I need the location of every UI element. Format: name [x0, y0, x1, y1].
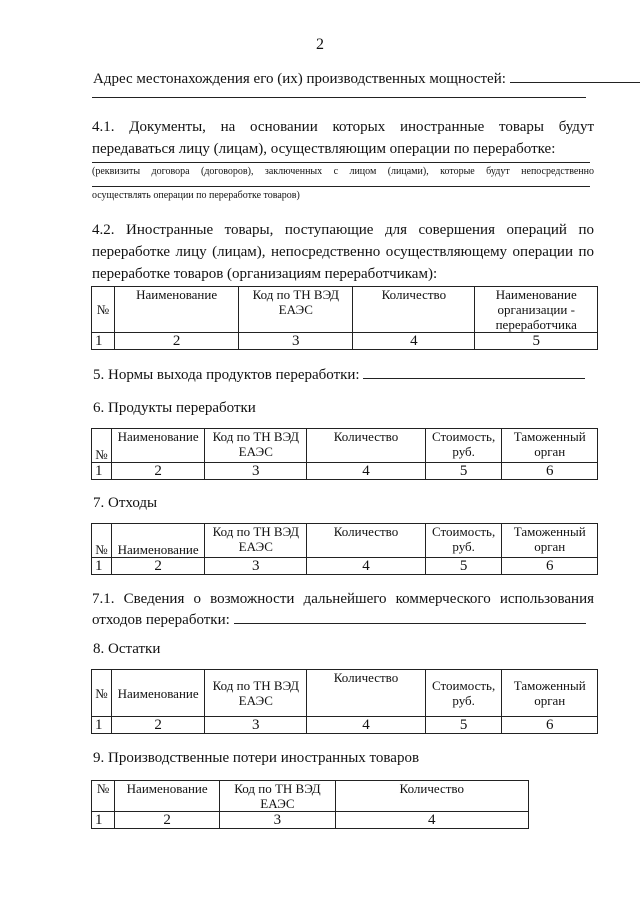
- header-cell: Таможенный орган: [502, 429, 598, 463]
- table-4-2: [91, 286, 598, 350]
- header-cell: Код по ТН ВЭД ЕАЭС: [205, 429, 307, 463]
- table-cell[interactable]: 2: [115, 812, 220, 829]
- address-second-line[interactable]: [92, 97, 586, 98]
- header-cell: Таможенный орган: [502, 670, 598, 717]
- header-cell: Стоимость, руб.: [425, 429, 502, 463]
- table-8: [91, 669, 598, 734]
- address-fill-line[interactable]: [510, 69, 640, 83]
- section-7-1-fill-line[interactable]: [234, 610, 586, 624]
- table-cell[interactable]: 3: [239, 333, 353, 350]
- header-cell: Наименование: [111, 524, 204, 558]
- section-4-2-text: 4.2. Иностранные товары, поступающие для совершения операций по переработке лицу (лицам), непосредственно осуществляющему операции по переработке товаров (организациям переработчикам):: [92, 222, 594, 282]
- header-cell: Количество: [307, 429, 426, 463]
- table-cell[interactable]: 4: [307, 463, 426, 480]
- header-cell: №: [92, 287, 115, 333]
- section-4-1-hint-1: (реквизиты договора (договоров), заключенных с лицом (лицами), которые будут непосредственно: [92, 166, 594, 177]
- table-cell[interactable]: 1: [92, 717, 112, 734]
- table-cell[interactable]: 2: [111, 717, 204, 734]
- header-cell: Наименование: [111, 670, 204, 717]
- section-4-1-fill-line[interactable]: [92, 162, 590, 163]
- header-cell: №: [92, 670, 112, 717]
- section-5-fill-line[interactable]: [363, 365, 585, 379]
- table-cell[interactable]: 2: [111, 463, 204, 480]
- table-cell[interactable]: 4: [353, 333, 475, 350]
- header-cell: Количество: [307, 524, 426, 558]
- table-cell[interactable]: 1: [92, 333, 115, 350]
- table-cell[interactable]: 5: [425, 558, 502, 575]
- header-cell: Стоимость, руб.: [425, 670, 502, 717]
- section-4-1-text: 4.1. Документы, на основании которых иностранные товары будут передаваться лицу (лицам), осуществляющим операции по переработке:: [92, 119, 594, 157]
- table-cell[interactable]: 1: [92, 812, 115, 829]
- section-4-1-hint-2: осуществлять операции по переработке товаров): [92, 190, 300, 201]
- header-cell: Количество: [307, 670, 426, 717]
- header-cell: Код по ТН ВЭД ЕАЭС: [205, 670, 307, 717]
- table-cell[interactable]: 4: [307, 717, 426, 734]
- header-cell: Наименование: [111, 429, 204, 463]
- section-4-1-fill-line-2[interactable]: [92, 186, 590, 187]
- table-cell[interactable]: 2: [111, 558, 204, 575]
- address-label-text: Адрес местонахождения его (их) производственных мощностей:: [93, 71, 506, 87]
- table-cell[interactable]: 5: [425, 463, 502, 480]
- section-8-title: 8. Остатки: [93, 641, 161, 657]
- table-6: [91, 428, 598, 480]
- header-cell: Код по ТН ВЭД ЕАЭС: [205, 524, 307, 558]
- section-9-title: 9. Производственные потери иностранных товаров: [93, 750, 420, 766]
- section-7-title: 7. Отходы: [93, 495, 158, 511]
- header-cell: Количество: [335, 781, 528, 812]
- table-cell[interactable]: 6: [502, 463, 598, 480]
- table-7: [91, 523, 598, 575]
- section-5-label: 5. Нормы выхода продуктов переработки:: [93, 367, 360, 383]
- header-cell: Наименование организации - переработчика: [475, 287, 598, 333]
- table-cell[interactable]: 1: [92, 463, 112, 480]
- header-cell: Код по ТН ВЭД ЕАЭС: [220, 781, 335, 812]
- address-label: [93, 69, 640, 88]
- header-cell: Количество: [353, 287, 475, 333]
- header-cell: Стоимость, руб.: [425, 524, 502, 558]
- header-cell: №: [92, 524, 112, 558]
- header-cell: Наименование: [115, 781, 220, 812]
- table-cell[interactable]: 3: [205, 717, 307, 734]
- table-9: [91, 780, 529, 829]
- table-cell[interactable]: 5: [425, 717, 502, 734]
- table-cell[interactable]: 4: [307, 558, 426, 575]
- table-cell[interactable]: 4: [335, 812, 528, 829]
- header-cell: Наименование: [114, 287, 238, 333]
- table-cell[interactable]: 2: [114, 333, 238, 350]
- table-cell[interactable]: 6: [502, 558, 598, 575]
- header-cell: №: [92, 781, 115, 812]
- table-cell[interactable]: 3: [220, 812, 335, 829]
- table-cell[interactable]: 1: [92, 558, 112, 575]
- section-7-1-label: отходов переработки:: [92, 612, 230, 628]
- header-cell: Код по ТН ВЭД ЕАЭС: [239, 287, 353, 333]
- table-cell[interactable]: 5: [475, 333, 598, 350]
- section-5: [93, 365, 585, 384]
- header-cell: №: [92, 429, 112, 463]
- section-6-title: 6. Продукты переработки: [93, 400, 256, 416]
- page-number: 2: [316, 36, 324, 53]
- section-7-1-line-1: 7.1. Сведения о возможности дальнейшего коммерческого использования: [92, 591, 594, 607]
- header-cell: Таможенный орган: [502, 524, 598, 558]
- table-cell[interactable]: 3: [205, 463, 307, 480]
- table-cell[interactable]: 3: [205, 558, 307, 575]
- table-cell[interactable]: 6: [502, 717, 598, 734]
- section-7-1-line-2: [92, 610, 586, 629]
